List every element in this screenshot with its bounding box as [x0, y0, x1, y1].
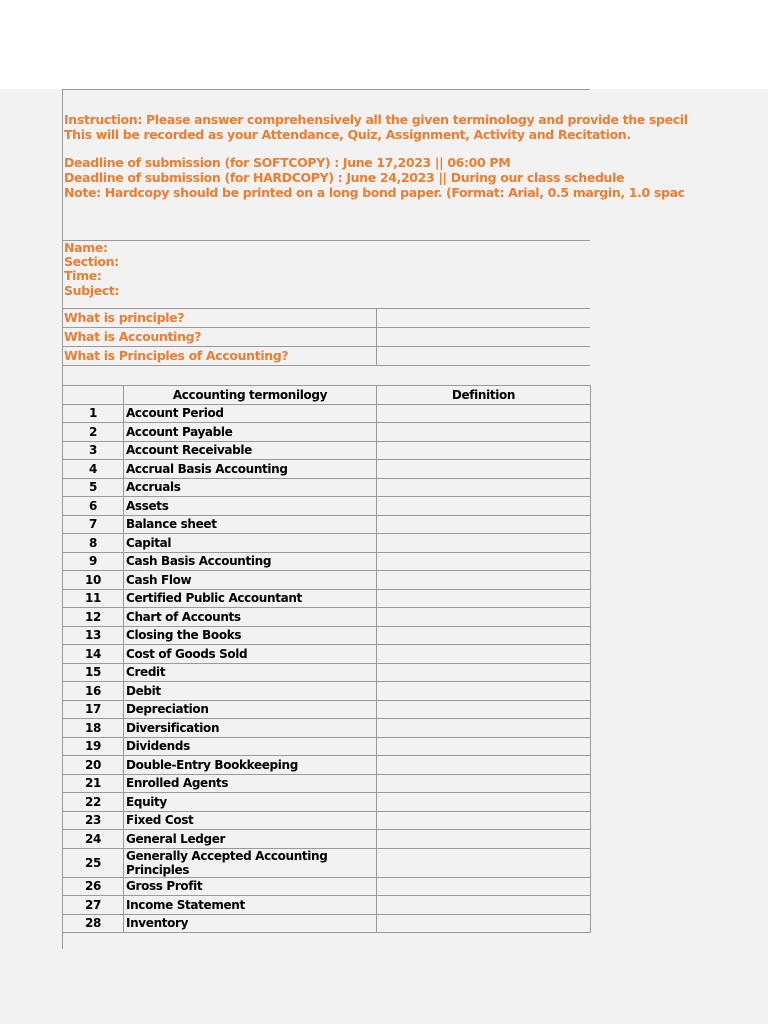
definition-cell[interactable] [377, 756, 591, 775]
subject-label: Subject: [64, 283, 120, 298]
term-cell: Accrual Basis Accounting [124, 460, 377, 479]
definition-cell[interactable] [377, 589, 591, 608]
row-number: 6 [63, 497, 124, 516]
term-column-header: Accounting termonilogy [124, 386, 377, 405]
term-cell: Balance sheet [124, 515, 377, 534]
row-number: 27 [63, 896, 124, 915]
term-cell: Equity [124, 793, 377, 812]
table-row [63, 914, 591, 933]
table-row [63, 830, 591, 849]
row-number: 5 [63, 478, 124, 497]
row-number: 25 [63, 848, 124, 877]
term-cell: Account Payable [124, 423, 377, 442]
table-row [63, 877, 591, 896]
term-cell: Account Period [124, 404, 377, 423]
row-number: 12 [63, 608, 124, 627]
table-header-row [63, 386, 591, 405]
question-text: What is Accounting? [64, 329, 202, 344]
table-row [63, 497, 591, 516]
row-number: 28 [63, 914, 124, 933]
table-row [63, 478, 591, 497]
table-row [63, 515, 591, 534]
question-row [63, 309, 590, 328]
row-number: 11 [63, 589, 124, 608]
row-number: 9 [63, 552, 124, 571]
definition-cell[interactable] [377, 608, 591, 627]
term-cell: Depreciation [124, 700, 377, 719]
terminology-table [62, 385, 591, 933]
table-row [63, 737, 591, 756]
table-row [63, 589, 591, 608]
question-text: What is Principles of Accounting? [64, 348, 289, 363]
definition-cell[interactable] [377, 877, 591, 896]
definition-cell[interactable] [377, 626, 591, 645]
term-cell: Diversification [124, 719, 377, 738]
table-row [63, 534, 591, 553]
table-row [63, 460, 591, 479]
table-row [63, 793, 591, 812]
table-row [63, 848, 591, 877]
top-divider [63, 89, 590, 90]
table-row [63, 896, 591, 915]
definition-cell[interactable] [377, 404, 591, 423]
row-number: 4 [63, 460, 124, 479]
number-column-header [63, 386, 124, 405]
term-cell: Credit [124, 663, 377, 682]
definition-cell[interactable] [377, 700, 591, 719]
deadline-hardcopy: Deadline of submission (for HARDCOPY) : June 24,2023 || During our class schedule [64, 170, 625, 185]
row-number: 26 [63, 877, 124, 896]
row-number: 24 [63, 830, 124, 849]
definition-cell[interactable] [377, 571, 591, 590]
table-row [63, 441, 591, 460]
definition-cell[interactable] [377, 682, 591, 701]
definition-cell[interactable] [377, 774, 591, 793]
instruction-line-1: Instruction: Please answer comprehensively all the given terminology and provide the specil [64, 112, 688, 127]
instruction-line-2: This will be recorded as your Attendance, Quiz, Assignment, Activity and Recitation. [64, 127, 631, 142]
definition-cell[interactable] [377, 793, 591, 812]
term-cell: Income Statement [124, 896, 377, 915]
table-row [63, 626, 591, 645]
term-cell: Capital [124, 534, 377, 553]
table-row [63, 719, 591, 738]
name-label: Name: [64, 240, 108, 255]
table-row [63, 645, 591, 664]
term-cell: Inventory [124, 914, 377, 933]
definition-cell[interactable] [377, 478, 591, 497]
term-cell: Assets [124, 497, 377, 516]
definition-cell[interactable] [377, 896, 591, 915]
question-row [63, 347, 590, 366]
definition-column-header: Definition [377, 386, 591, 405]
row-number: 13 [63, 626, 124, 645]
table-row [63, 423, 591, 442]
term-cell: Cash Flow [124, 571, 377, 590]
row-number: 22 [63, 793, 124, 812]
table-row [63, 404, 591, 423]
row-number: 3 [63, 441, 124, 460]
row-number: 15 [63, 663, 124, 682]
term-cell: Account Receivable [124, 441, 377, 460]
row-number: 17 [63, 700, 124, 719]
definition-cell[interactable] [377, 719, 591, 738]
term-cell: Debit [124, 682, 377, 701]
table-row [63, 608, 591, 627]
definition-cell[interactable] [377, 441, 591, 460]
definition-cell[interactable] [377, 515, 591, 534]
definition-cell[interactable] [377, 534, 591, 553]
definition-cell[interactable] [377, 460, 591, 479]
row-number: 20 [63, 756, 124, 775]
row-number: 10 [63, 571, 124, 590]
deadline-softcopy: Deadline of submission (for SOFTCOPY) : June 17,2023 || 06:00 PM [64, 155, 511, 170]
row-number: 16 [63, 682, 124, 701]
table-row [63, 571, 591, 590]
row-number: 23 [63, 811, 124, 830]
term-cell: Generally Accepted Accounting Principles [124, 848, 377, 877]
term-cell: Cost of Goods Sold [124, 645, 377, 664]
definition-cell[interactable] [377, 811, 591, 830]
column-divider [376, 347, 377, 366]
question-text: What is principle? [64, 310, 185, 325]
row-number: 8 [63, 534, 124, 553]
definition-cell[interactable] [377, 848, 591, 877]
term-cell: Chart of Accounts [124, 608, 377, 627]
row-number: 18 [63, 719, 124, 738]
definition-cell[interactable] [377, 914, 591, 933]
definition-cell[interactable] [377, 552, 591, 571]
term-cell: Gross Profit [124, 877, 377, 896]
row-number: 19 [63, 737, 124, 756]
row-number: 1 [63, 404, 124, 423]
table-row [63, 552, 591, 571]
term-cell: Dividends [124, 737, 377, 756]
table-row [63, 811, 591, 830]
definition-cell[interactable] [377, 830, 591, 849]
table-row [63, 682, 591, 701]
table-row [63, 663, 591, 682]
definition-cell[interactable] [377, 423, 591, 442]
format-note: Note: Hardcopy should be printed on a long bond paper. (Format: Arial, 0.5 margin, 1.0 spac [64, 185, 685, 200]
column-divider [376, 328, 377, 347]
question-row [63, 328, 590, 347]
row-number: 2 [63, 423, 124, 442]
row-number: 21 [63, 774, 124, 793]
term-cell: Cash Basis Accounting [124, 552, 377, 571]
term-cell: Enrolled Agents [124, 774, 377, 793]
row-number: 14 [63, 645, 124, 664]
term-cell: Accruals [124, 478, 377, 497]
definition-cell[interactable] [377, 737, 591, 756]
definition-cell[interactable] [377, 645, 591, 664]
terminology-rows [63, 404, 591, 933]
column-divider [376, 309, 377, 328]
section-label: Section: [64, 254, 119, 269]
definition-cell[interactable] [377, 663, 591, 682]
table-row [63, 774, 591, 793]
term-cell: Certified Public Accountant [124, 589, 377, 608]
table-row [63, 700, 591, 719]
term-cell: Closing the Books [124, 626, 377, 645]
row-number: 7 [63, 515, 124, 534]
definition-cell[interactable] [377, 497, 591, 516]
term-cell: General Ledger [124, 830, 377, 849]
time-label: Time: [64, 268, 102, 283]
term-cell: Fixed Cost [124, 811, 377, 830]
table-row [63, 756, 591, 775]
term-cell: Double-Entry Bookkeeping [124, 756, 377, 775]
